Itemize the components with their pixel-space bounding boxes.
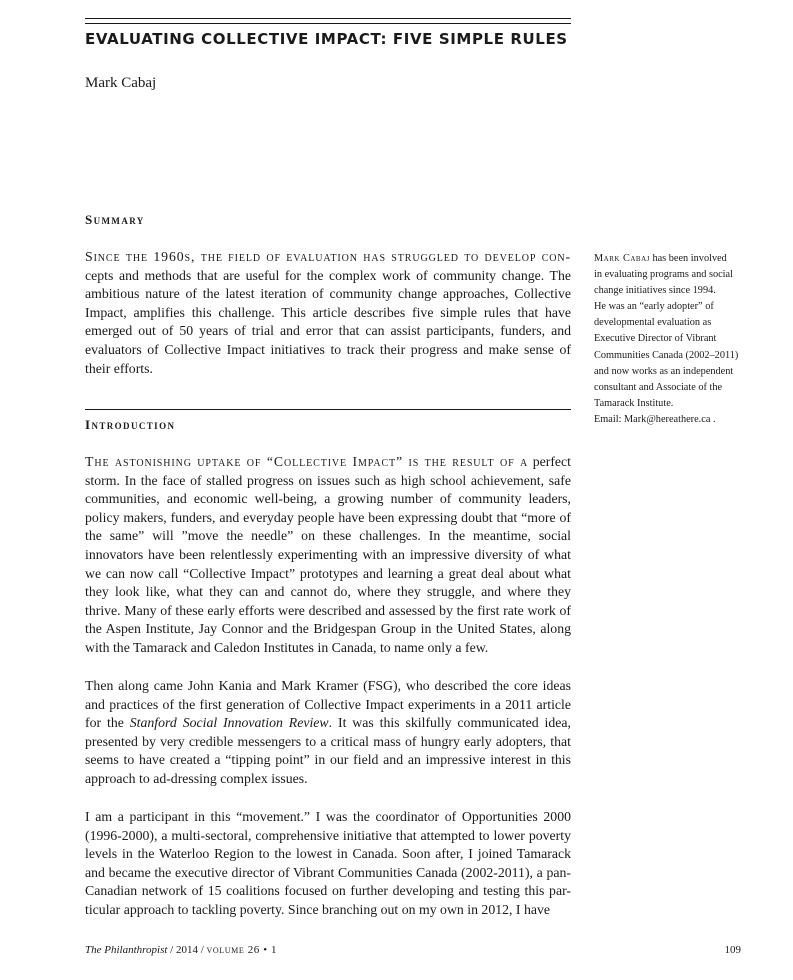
introduction-paragraph-2: [85, 677, 571, 789]
bio-line-1: has been involved: [652, 253, 727, 264]
introduction-lead-in: The astonishing uptake of “Collective Impact” is the result of a: [85, 454, 529, 469]
summary-lead-in: Since the 1960s, the field of evaluation has struggled to develop con-: [85, 249, 571, 264]
bio-author-name: Mark Cabaj: [594, 253, 650, 264]
page-number: 109: [724, 944, 741, 956]
article-author: Mark Cabaj: [85, 75, 157, 91]
bio-email: Email: Mark@hereathere.ca .: [594, 413, 716, 425]
author-bio-sidebar: [594, 251, 754, 428]
bio-line-6: Executive Director of Vibrant: [594, 333, 717, 345]
introduction-rule: [85, 409, 571, 410]
footer-journal-name: The Philanthropist: [85, 944, 168, 956]
introduction-paragraph-3: I am a participant in this “movement.” I was the coordinator of Opportunities 2000 (1996-2000), a multi-sectoral, comprehensive initiative that attempted to lower poverty levels in the Waterloo Region to the lowest in Canada. Soon after, I joined Tamarack and became the executive director of Vibrant Communities Canada (2002-2011), a pan-Canadian network of 15 coalitions focused on further developing and testing this par-ticular approach to tackling poverty. Since branching out on my own in 2012, I have: [85, 809, 571, 917]
footer-year: 2014: [175, 944, 198, 956]
paragraph-2-before: Then along came John Kania and Mark Kramer (FSG), who described the core ideas and practices of the first generation of Collective Impact experiments in a 2011 article for the: [85, 678, 571, 731]
footer-separator-1: /: [167, 944, 176, 956]
bio-line-10: Tamarack Institute.: [594, 397, 674, 409]
footer-separator-2: /: [197, 944, 207, 956]
bio-line-4: He was an “early adopter” of: [594, 301, 714, 313]
summary-paragraph: [85, 248, 571, 378]
title-double-rule: [85, 18, 571, 24]
bio-line-9: consultant and Associate of the: [594, 381, 723, 393]
journal-reference: Stanford Social Innovation Review: [129, 715, 329, 731]
article-title: EVALUATING COLLECTIVE IMPACT: FIVE SIMPLE RULES: [85, 30, 568, 48]
page-footer: [85, 943, 741, 957]
bio-line-8: and now works as an independent: [594, 365, 734, 377]
paragraph-2-after: . It was this skilfully communicated idea, presented by very credible messengers to a critical mass of hungry early adopters, that seems to have created a “tipping point” in our field and an impressive interest in this approach to ad-dressing complex issues.: [85, 715, 571, 786]
summary-heading: Summary: [85, 212, 145, 227]
bio-line-5: developmental evaluation as: [594, 317, 712, 329]
bio-line-3: change initiatives since 1994.: [594, 285, 716, 297]
introduction-paragraph-1-body: perfect storm. In the face of stalled progress on issues such as high school achievement, safe communities, and economic well-being, a growing number of community leaders, policy makers, funders, and everyday people have been expressing doubt that “more of the same” will ”move the needle” on these challenges. In the meantime, social innovators have been relentlessly experimenting with an impressive diversity of what we can now call “Collective Impact” prototypes and learning a great deal about what they look like, what they can and cannot do, where they struggle, and where they thrive. Many of these early efforts were described and assessed by the first rate work of the Aspen Institute, Jay Connor and the Bridgespan Group in the United States, along with the Tamarack and Caledon Institutes in Canada, to name only a few.: [85, 454, 572, 655]
bio-line-2: in evaluating programs and social: [594, 269, 733, 281]
bio-line-7: Communities Canada (2002–2011): [594, 349, 739, 361]
introduction-paragraph-1: [85, 453, 571, 658]
introduction-heading: Introduction: [85, 417, 176, 432]
footer-volume: volume 26 • 1: [206, 944, 278, 956]
summary-body: cepts and methods that are useful for the complex work of community change. The ambitious nature of the latest iteration of community change approaches, Collective Impact, amplifies this challenge. This article describes five simple rules that have emerged out of 50 years of trial and error that can assist participants, funders, and evaluators of Collective Impact initiatives to track their progress and make sense of their efforts.: [85, 267, 571, 376]
